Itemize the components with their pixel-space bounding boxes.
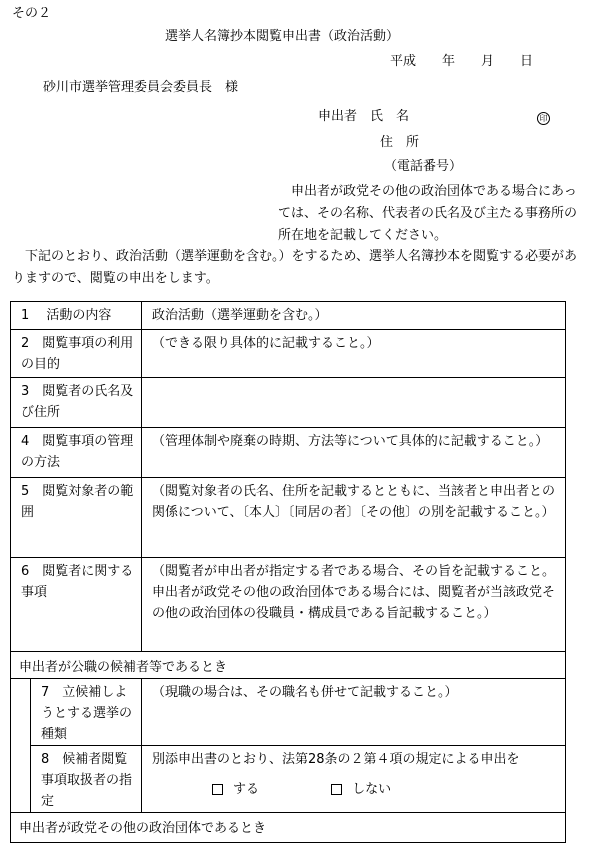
date-field: 平成 年 月 日: [390, 54, 534, 69]
table-row: [11, 378, 566, 428]
row-value[interactable]: （現職の場合は、その職名も併せて記載すること。）: [142, 679, 566, 746]
row-value: [142, 746, 566, 813]
document-title: 選挙人名簿抄本閲覧申出書（政治活動）: [165, 29, 400, 44]
table-row: [11, 330, 566, 378]
intro-paragraph: 下記のとおり、政治活動（選挙運動を含む。）をするため、選挙人名簿抄本を閲覧する必要がありますので、閲覧の申出をします。: [12, 249, 577, 286]
designation-options: [152, 779, 561, 800]
table-row: [11, 478, 566, 558]
row-label: 4 閲覧事項の管理の方法: [11, 428, 142, 478]
application-table: [10, 301, 566, 843]
applicant-address-label: 住 所: [380, 135, 420, 150]
table-row: [11, 302, 566, 330]
row-label: 3 閲覧者の氏名及び住所: [11, 378, 142, 428]
section-header: [11, 813, 566, 843]
row-label: 2 閲覧事項の利用の目的: [11, 330, 142, 378]
table-row: [11, 428, 566, 478]
row8-statement: 別添申出書のとおり、法第28条の２第４項の規定による申出を: [152, 752, 520, 767]
section-header: [11, 652, 566, 679]
row-label: 7 立候補しようとする選挙の種類: [31, 679, 142, 746]
row-value[interactable]: （閲覧者が申出者が指定する者である場合、その旨を記載すること。申出者が政党その他の政治団体である場合には、閲覧者が当該政党その他の政治団体の役職員・構成員である旨記載すること。）: [142, 558, 566, 652]
table-row: [11, 746, 566, 813]
table-row: [11, 558, 566, 652]
section-party-label: 申出者が政党その他の政治団体であるとき: [11, 813, 566, 843]
seal-icon: 印: [537, 110, 550, 126]
row-value[interactable]: （できる限り具体的に記載すること。）: [142, 330, 566, 378]
applicant-phone-label: （電話番号）: [384, 159, 463, 174]
row-label: 6 閲覧者に関する事項: [11, 558, 142, 652]
checkbox-icon[interactable]: [331, 784, 342, 795]
row-label: 1 活動の内容: [11, 302, 142, 330]
row-label: 5 閲覧対象者の範囲: [11, 478, 142, 558]
option-yes[interactable]: する: [212, 779, 259, 800]
row-value[interactable]: 政治活動（選挙運動を含む。）: [142, 302, 566, 330]
table-row: [11, 679, 566, 746]
row-value[interactable]: （管理体制や廃棄の時期、方法等について具体的に記載すること。）: [142, 428, 566, 478]
row-label: 8 候補者閲覧事項取扱者の指定: [31, 746, 142, 813]
applicant-note: 申出者が政党その他の政治団体である場合にあっては、その名称、代表者の氏名及び主たる事務所の所在地を記載してください。: [278, 184, 578, 243]
section-candidate-label: 申出者が公職の候補者等であるとき: [11, 652, 566, 679]
row-value[interactable]: （閲覧対象者の氏名、住所を記載するとともに、当該者と申出者との関係について、〔本人〕〔同居の者〕〔その他〕の別を記載すること。）: [142, 478, 566, 558]
applicant-name-label: 申出者 氏 名: [318, 109, 410, 124]
row-value[interactable]: [142, 378, 566, 428]
addressee: 砂川市選挙管理委員会委員長 様: [43, 80, 239, 95]
form-number: その２: [12, 6, 52, 21]
checkbox-icon[interactable]: [212, 784, 223, 795]
option-no[interactable]: しない: [331, 779, 391, 800]
